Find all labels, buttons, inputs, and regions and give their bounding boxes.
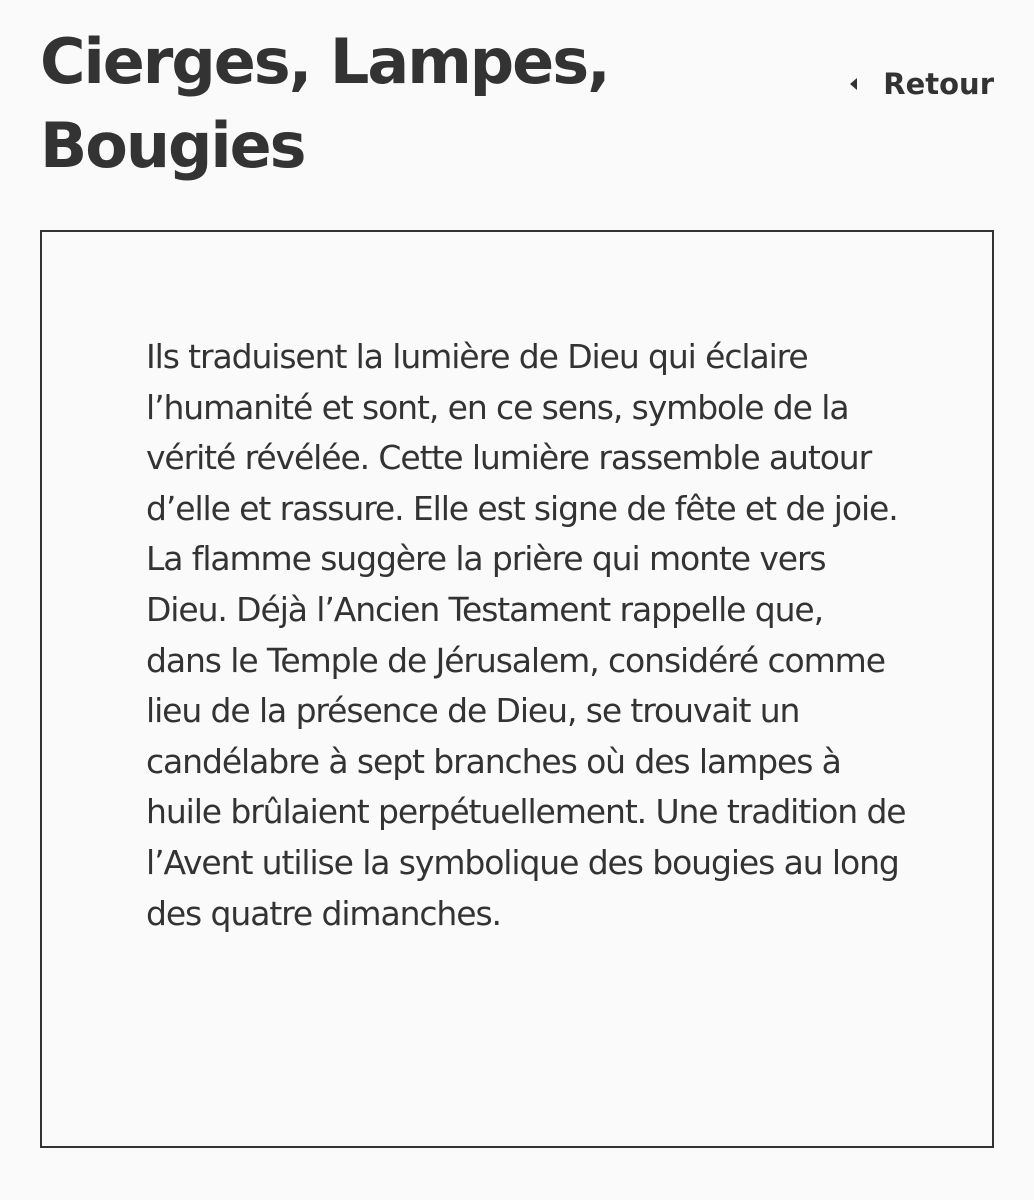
caret-left-icon (850, 78, 857, 90)
page-header (0, 0, 1034, 220)
back-button-label: Retour (883, 67, 994, 101)
back-button[interactable] (850, 62, 994, 106)
content-text: Ils traduisent la lumière de Dieu qui éclaire l’humanité et sont, en ce sens, symbole de la vérité révélée. Cette lumière rassemble autour d’elle et rassure. Elle est signe de fête et de joie. La flamme suggère la prière qui monte vers Dieu. Déjà l’Ancien Testament rappelle que, dans le Temple de Jérusalem, considéré comme lieu de la présence de Dieu, se trouvait un candélabre à sept branches où des lampes à huile brûlaient perpétuellement. Une tradition de l’Avent utilise la symbolique des bougies au long des quatre dimanches. (146, 337, 906, 933)
page-title: Cierges, Lampes, Bougies (40, 25, 609, 182)
content-box (40, 230, 994, 1148)
